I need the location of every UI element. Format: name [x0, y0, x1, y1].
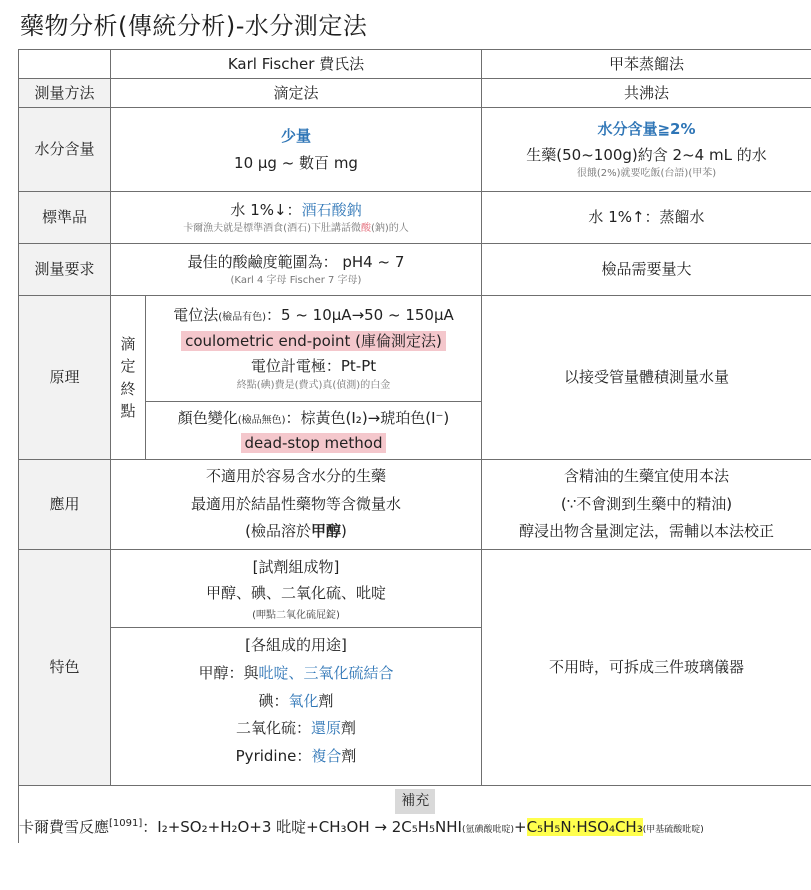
supplement-cell	[19, 786, 811, 843]
corner-cell	[19, 50, 111, 79]
kf-requirement-note: (Karl 4 字母 Fischer 7 字母)	[230, 275, 362, 287]
vertical-char: 定	[120, 357, 136, 375]
supplement-eq-highlight: C₅H₅N·HSO₄CH₃	[526, 818, 643, 836]
kf-requirement-main: 最佳的酸鹼度範圍為： pH4 ~ 7	[187, 252, 405, 271]
row-feature	[19, 550, 811, 786]
feature-pyridine-a: Pyridine：	[235, 747, 312, 765]
toluene-application-1: 含精油的生藥宜使用本法	[563, 466, 729, 485]
kf-standard-value: 酒石酸鈉	[301, 200, 362, 219]
feature-so2-a: 二氧化硫：	[235, 719, 311, 738]
page-title: 藥物分析(傳統分析)-水分測定法	[20, 12, 368, 40]
row-method	[19, 79, 811, 108]
supplement-ref: [1091]	[109, 818, 143, 829]
principle-electrode: 電位計電極：Pt-Pt	[250, 357, 377, 376]
label-principle: 原理	[19, 296, 111, 460]
principle-l5-a: 顏色變化	[177, 408, 238, 427]
vertical-char: 滴	[120, 334, 136, 353]
feature-iodine-c: 劑	[318, 691, 334, 710]
feature-methanol-b: 吡啶、三氧化硫結合	[258, 663, 394, 682]
kf-application-2: 最適用於結晶性藥物等含微量水	[190, 494, 401, 513]
toluene-application-2: (∵不會測到生藥中的精油)	[560, 494, 733, 513]
supplement-equation	[19, 814, 811, 843]
kf-application	[111, 460, 482, 550]
feature-pyridine-c: 劑	[341, 747, 357, 765]
kf-content-range: 10 μg ~ 數百 mg	[234, 153, 358, 172]
principle-coulometric: coulometric end-point (庫倫測定法)	[181, 331, 446, 351]
supplement-eq-note2: (甲基硫酸吡啶)	[642, 825, 704, 835]
principle-l1-c: ：5 ~ 10μA→50 ~ 150μA	[266, 306, 454, 325]
kf-requirement	[111, 244, 482, 296]
row-application	[19, 460, 811, 550]
toluene-requirement: 檢品需要量大	[482, 244, 811, 296]
principle-dead-stop: dead-stop method	[241, 433, 387, 453]
row-content	[19, 108, 811, 192]
label-feature: 特色	[19, 550, 111, 786]
supplement-eq-plus: +	[513, 818, 527, 836]
feature-methanol-a: 甲醇：與	[198, 663, 259, 682]
supplement-eq-note1: (氫碘酸吡啶)	[461, 825, 514, 835]
kf-standard-prefix: 水 1%↓：	[230, 200, 302, 219]
header-karl-fischer: Karl Fischer 費氏法	[111, 50, 482, 79]
principle-l1-b: (檢品有色)	[218, 312, 267, 324]
comparison-table	[18, 49, 811, 843]
row-standard	[19, 192, 811, 244]
label-content: 水分含量	[19, 108, 111, 192]
supplement-eq-a: ：I₂+SO₂+H₂O+3 吡啶+CH₃OH → 2C₅H₅NHI	[142, 818, 462, 836]
principle-color-change	[146, 402, 482, 460]
toluene-principle: 以接受管量體積測量水量	[482, 296, 811, 460]
label-application: 應用	[19, 460, 111, 550]
header-toluene: 甲苯蒸餾法	[482, 50, 811, 79]
feature-reagents	[111, 550, 481, 628]
kf-standard	[111, 192, 482, 244]
toluene-content-line: 生藥(50~100g)約含 2~4 mL 的水	[526, 145, 767, 164]
feature-iodine-b: 氧化	[288, 691, 319, 710]
kf-application-3b: 甲醇	[310, 522, 341, 541]
principle-mnemonic: 終點(碘)費是(費式)真(偵測)的白金	[236, 379, 391, 391]
toluene-method: 共沸法	[482, 79, 811, 108]
row-principle-a	[19, 296, 811, 402]
header-row	[19, 50, 811, 79]
kf-application-3a: (檢品溶於	[245, 522, 311, 541]
vertical-char: 終	[120, 379, 136, 398]
supplement-label: 補充	[395, 789, 435, 814]
principle-l5-b: (檢品無色)	[237, 414, 286, 426]
feature-reagents-list: 甲醇、碘、二氧化硫、吡啶	[205, 584, 386, 603]
kf-application-1: 不適用於容易含水分的生藥	[205, 466, 386, 485]
kf-application-3c: )	[341, 522, 347, 541]
feature-uses	[111, 628, 481, 775]
row-requirement	[19, 244, 811, 296]
toluene-content	[482, 108, 811, 192]
kf-method: 滴定法	[111, 79, 482, 108]
kf-standard-note-c: (鈉)的人	[371, 223, 409, 235]
feature-so2-c: 劑	[341, 719, 357, 738]
feature-so2-b: 還原	[310, 719, 341, 738]
principle-potentiometric	[146, 296, 482, 402]
toluene-content-note: 很餓(2%)就要吃飯(台語)(甲苯)	[576, 168, 717, 179]
kf-feature	[111, 550, 482, 786]
kf-content-title: 少量	[280, 127, 311, 145]
toluene-application-3: 醇浸出物含量測定法，需輔以本法校正	[518, 522, 774, 541]
feature-reagents-title: [試劑組成物]	[252, 558, 340, 576]
label-standard: 標準品	[19, 192, 111, 244]
toluene-feature: 不用時，可拆成三件玻璃儀器	[482, 550, 811, 786]
vertical-char: 點	[120, 402, 136, 420]
principle-l1-a: 電位法	[173, 306, 219, 325]
supplement-lead: 卡爾費雪反應	[19, 818, 110, 836]
feature-uses-title: [各組成的用途]	[245, 636, 347, 654]
row-supplement	[19, 786, 811, 843]
principle-vertical-label	[111, 296, 146, 460]
kf-standard-note-a: 卡爾漁夫就是標準酒食(酒石)下肚講話微	[183, 223, 361, 235]
kf-standard-note-b: 酸	[361, 223, 371, 235]
toluene-content-title: 水分含量≧2%	[597, 120, 696, 138]
feature-pyridine-b: 複合	[311, 747, 342, 765]
label-requirement: 測量要求	[19, 244, 111, 296]
principle-l5-c: ：棕黃色(I₂)→琥珀色(I⁻)	[285, 408, 450, 427]
feature-reagents-mnemonic: (呷點二氧化硫屁錠)	[252, 609, 340, 621]
toluene-application	[482, 460, 811, 550]
kf-content	[111, 108, 482, 192]
label-method: 測量方法	[19, 79, 111, 108]
feature-iodine-a: 碘：	[258, 691, 289, 710]
toluene-standard: 水 1%↑：蒸餾水	[482, 192, 811, 244]
